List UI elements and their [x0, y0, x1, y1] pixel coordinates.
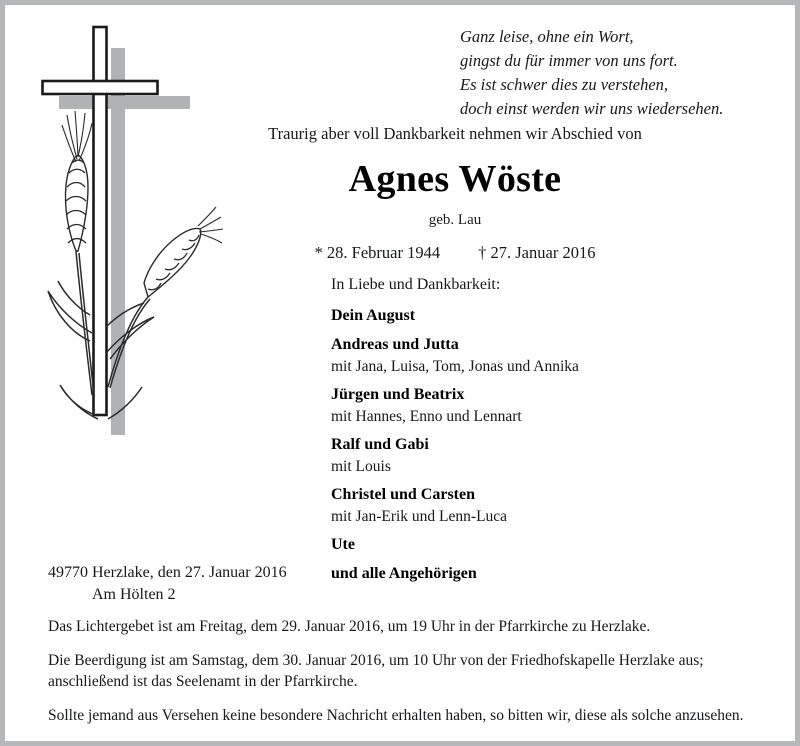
funeral-note: Die Beerdigung ist am Samstag, dem 30. Januar 2016, um 10 Uhr von der Friedhofskapelle Herzlake aus; anschließend ist das Seelenamt in der Pfarrkirche. [48, 651, 704, 690]
list-item [331, 483, 661, 527]
list-item [331, 562, 661, 585]
list-item [331, 433, 661, 477]
wheat-ear-right-icon [144, 207, 223, 297]
poem-line-4: doch einst werden wir uns wiedersehen. [460, 99, 724, 118]
family-names: Jürgen und Beatrix [331, 386, 465, 403]
poem-line-1: Ganz leise, ohne ein Wort, [460, 27, 634, 46]
address-block [48, 562, 287, 606]
address-street: Am Hölten 2 [92, 586, 176, 603]
service-notes [48, 616, 762, 726]
family-children: mit Jan-Erik und Lenn-Luca [331, 508, 508, 525]
notice-card [5, 5, 795, 741]
announcement-block [235, 123, 675, 264]
poem-line-2: gingst du für immer von uns fort. [460, 51, 678, 70]
family-names: Christel und Carsten [331, 486, 476, 503]
deceased-name: Agnes Wöste [348, 158, 562, 200]
list-item [331, 383, 661, 427]
list-item [331, 304, 661, 327]
list-item [331, 333, 661, 377]
family-names: Ralf und Gabi [331, 436, 429, 453]
life-dates [235, 242, 675, 264]
birth-date: * 28. Februar 1944 [314, 243, 441, 262]
family-names: und alle Angehörigen [331, 565, 477, 582]
family-children: mit Louis [331, 458, 391, 475]
family-names: Andreas und Jutta [331, 336, 459, 353]
death-date: † 27. Januar 2016 [478, 243, 596, 262]
cross-and-wheat-illustration [20, 15, 230, 435]
family-list [331, 273, 661, 591]
address-city-line: 49770 Herzlake, den 27. Januar 2016 [48, 564, 287, 581]
wheat-ear-left-icon [62, 111, 92, 251]
list-item [331, 533, 661, 556]
general-notice: Sollte jemand aus Versehen keine besondere Nachricht erhalten haben, so bitten wir, diese als solche anzusehen. [48, 706, 744, 724]
prayer-service-note: Das Lichtergebet ist am Freitag, dem 29. Januar 2016, um 19 Uhr in der Pfarrkirche zu Herzlake. [48, 618, 651, 635]
announcement-lead-in: Traurig aber voll Dankbarkeit nehmen wir Abschied von [268, 124, 642, 143]
memorial-poem [460, 25, 780, 121]
poem-line-3: Es ist schwer dies zu verstehen, [460, 75, 669, 94]
family-names: Ute [331, 536, 355, 553]
family-names: Dein August [331, 307, 416, 324]
maiden-name: geb. Lau [428, 212, 482, 228]
wheat-stalk-left-icon [76, 251, 94, 395]
family-list-heading: In Liebe und Dankbarkeit: [331, 276, 501, 293]
family-children: mit Jana, Luisa, Tom, Jonas und Annika [331, 358, 579, 375]
family-children: mit Hannes, Enno und Lennart [331, 408, 522, 425]
